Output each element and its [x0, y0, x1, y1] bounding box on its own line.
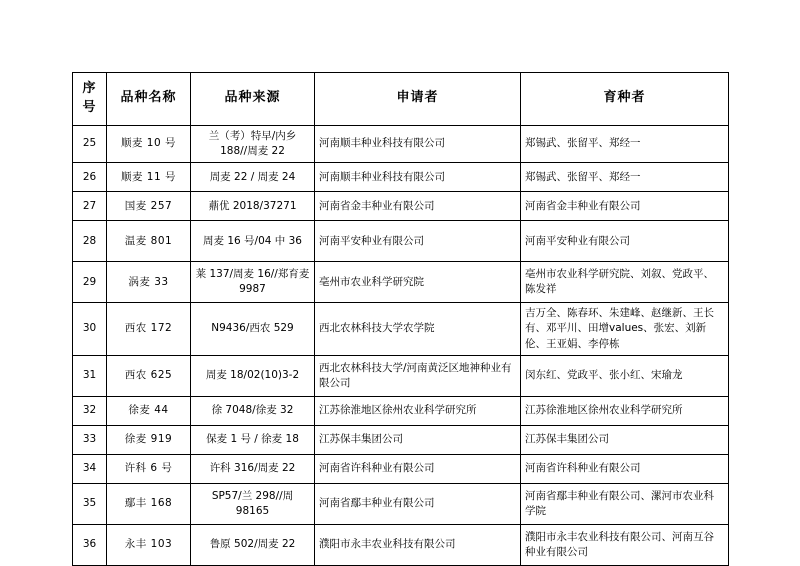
cell-variety-source: 周麦 22 / 周麦 24	[191, 163, 315, 192]
cell-variety-name: 温麦 801	[107, 221, 191, 262]
table-row	[73, 303, 729, 356]
cell-breeder: 江苏保丰集团公司	[521, 425, 729, 454]
table-row	[73, 262, 729, 303]
cell-applicant: 河南顺丰种业科技有限公司	[315, 125, 521, 162]
cell-variety-source: 徐 7048/徐麦 32	[191, 396, 315, 425]
table-body	[73, 125, 729, 565]
cell-variety-name: 西农 625	[107, 355, 191, 396]
table-header-row	[73, 73, 729, 126]
cell-breeder: 亳州市农业科学研究院、刘叙、党政平、陈发祥	[521, 262, 729, 303]
cell-breeder: 江苏徐淮地区徐州农业科学研究所	[521, 396, 729, 425]
table-row	[73, 454, 729, 483]
cell-sequence: 27	[73, 192, 107, 221]
cell-variety-source: 薡优 2018/37271	[191, 192, 315, 221]
cell-variety-name: 涡麦 33	[107, 262, 191, 303]
table-row	[73, 125, 729, 162]
cell-variety-source: 保麦 1 号 / 徐麦 18	[191, 425, 315, 454]
table-row	[73, 483, 729, 524]
cell-sequence: 33	[73, 425, 107, 454]
cell-applicant: 河南平安种业有限公司	[315, 221, 521, 262]
cell-applicant: 河南省金丰种业有限公司	[315, 192, 521, 221]
cell-breeder: 河南平安种业有限公司	[521, 221, 729, 262]
column-header-variety-name: 品种名称	[107, 73, 191, 126]
cell-variety-name: 永丰 103	[107, 524, 191, 565]
cell-variety-source: 莱 137/周麦 16//郑育麦 9987	[191, 262, 315, 303]
table-header	[73, 73, 729, 126]
cell-applicant: 江苏保丰集团公司	[315, 425, 521, 454]
cell-applicant: 河南省鄢丰种业有限公司	[315, 483, 521, 524]
cell-sequence: 30	[73, 303, 107, 356]
column-header-sequence-line2: 号	[82, 99, 97, 115]
cell-variety-name: 顺麦 10 号	[107, 125, 191, 162]
cell-sequence: 29	[73, 262, 107, 303]
cell-variety-source: 周麦 18/02(10)3-2	[191, 355, 315, 396]
cell-sequence: 25	[73, 125, 107, 162]
column-header-variety-source: 品种来源	[191, 73, 315, 126]
cell-breeder: 郑锡武、张留平、郑经一	[521, 125, 729, 162]
column-header-breeder: 育种者	[521, 73, 729, 126]
cell-breeder: 吉万全、陈春环、朱建峰、赵继新、王长有、邓平川、田增values、张宏、刘新伦、王亚娟、李停栋	[521, 303, 729, 356]
cell-breeder: 郑锡武、张留平、郑经一	[521, 163, 729, 192]
cell-breeder: 闵东红、党政平、张小红、宋瑜龙	[521, 355, 729, 396]
cell-breeder: 河南省鄢丰种业有限公司、漯河市农业科学院	[521, 483, 729, 524]
cell-applicant: 河南顺丰种业科技有限公司	[315, 163, 521, 192]
cell-sequence: 26	[73, 163, 107, 192]
cell-variety-name: 西农 172	[107, 303, 191, 356]
cell-sequence: 34	[73, 454, 107, 483]
column-header-sequence-line1: 序	[82, 81, 97, 96]
table-row	[73, 396, 729, 425]
cell-applicant: 濮阳市永丰农业科技有限公司	[315, 524, 521, 565]
column-header-sequence	[73, 73, 107, 126]
cell-sequence: 35	[73, 483, 107, 524]
table-row	[73, 163, 729, 192]
cell-variety-source: 鲁原 502/周麦 22	[191, 524, 315, 565]
cell-sequence: 31	[73, 355, 107, 396]
cell-variety-source: 许科 316/周麦 22	[191, 454, 315, 483]
cell-variety-name: 徐麦 44	[107, 396, 191, 425]
cell-applicant: 西北农林科技大学/河南黄泛区地神种业有限公司	[315, 355, 521, 396]
cell-variety-name: 徐麦 919	[107, 425, 191, 454]
variety-table-wrapper	[72, 72, 728, 566]
cell-variety-source: SP57/兰 298//周 98165	[191, 483, 315, 524]
cell-variety-source: 周麦 16 号/04 中 36	[191, 221, 315, 262]
table-row	[73, 355, 729, 396]
table-row	[73, 192, 729, 221]
cell-sequence: 32	[73, 396, 107, 425]
cell-applicant: 西北农林科技大学农学院	[315, 303, 521, 356]
cell-variety-source: N9436/西农 529	[191, 303, 315, 356]
cell-breeder: 濮阳市永丰农业科技有限公司、河南互谷种业有限公司	[521, 524, 729, 565]
cell-variety-name: 许科 6 号	[107, 454, 191, 483]
cell-applicant: 河南省许科种业有限公司	[315, 454, 521, 483]
column-header-applicant: 申请者	[315, 73, 521, 126]
cell-breeder: 河南省许科种业有限公司	[521, 454, 729, 483]
cell-sequence: 28	[73, 221, 107, 262]
cell-sequence: 36	[73, 524, 107, 565]
cell-variety-name: 鄢丰 168	[107, 483, 191, 524]
cell-variety-name: 顺麦 11 号	[107, 163, 191, 192]
cell-applicant: 江苏徐淮地区徐州农业科学研究所	[315, 396, 521, 425]
variety-table	[72, 72, 729, 566]
cell-applicant: 亳州市农业科学研究院	[315, 262, 521, 303]
table-row	[73, 221, 729, 262]
table-row	[73, 524, 729, 565]
table-row	[73, 425, 729, 454]
cell-breeder: 河南省金丰种业有限公司	[521, 192, 729, 221]
cell-variety-name: 国麦 257	[107, 192, 191, 221]
cell-variety-source: 兰（考）特早/内乡 188//周麦 22	[191, 125, 315, 162]
